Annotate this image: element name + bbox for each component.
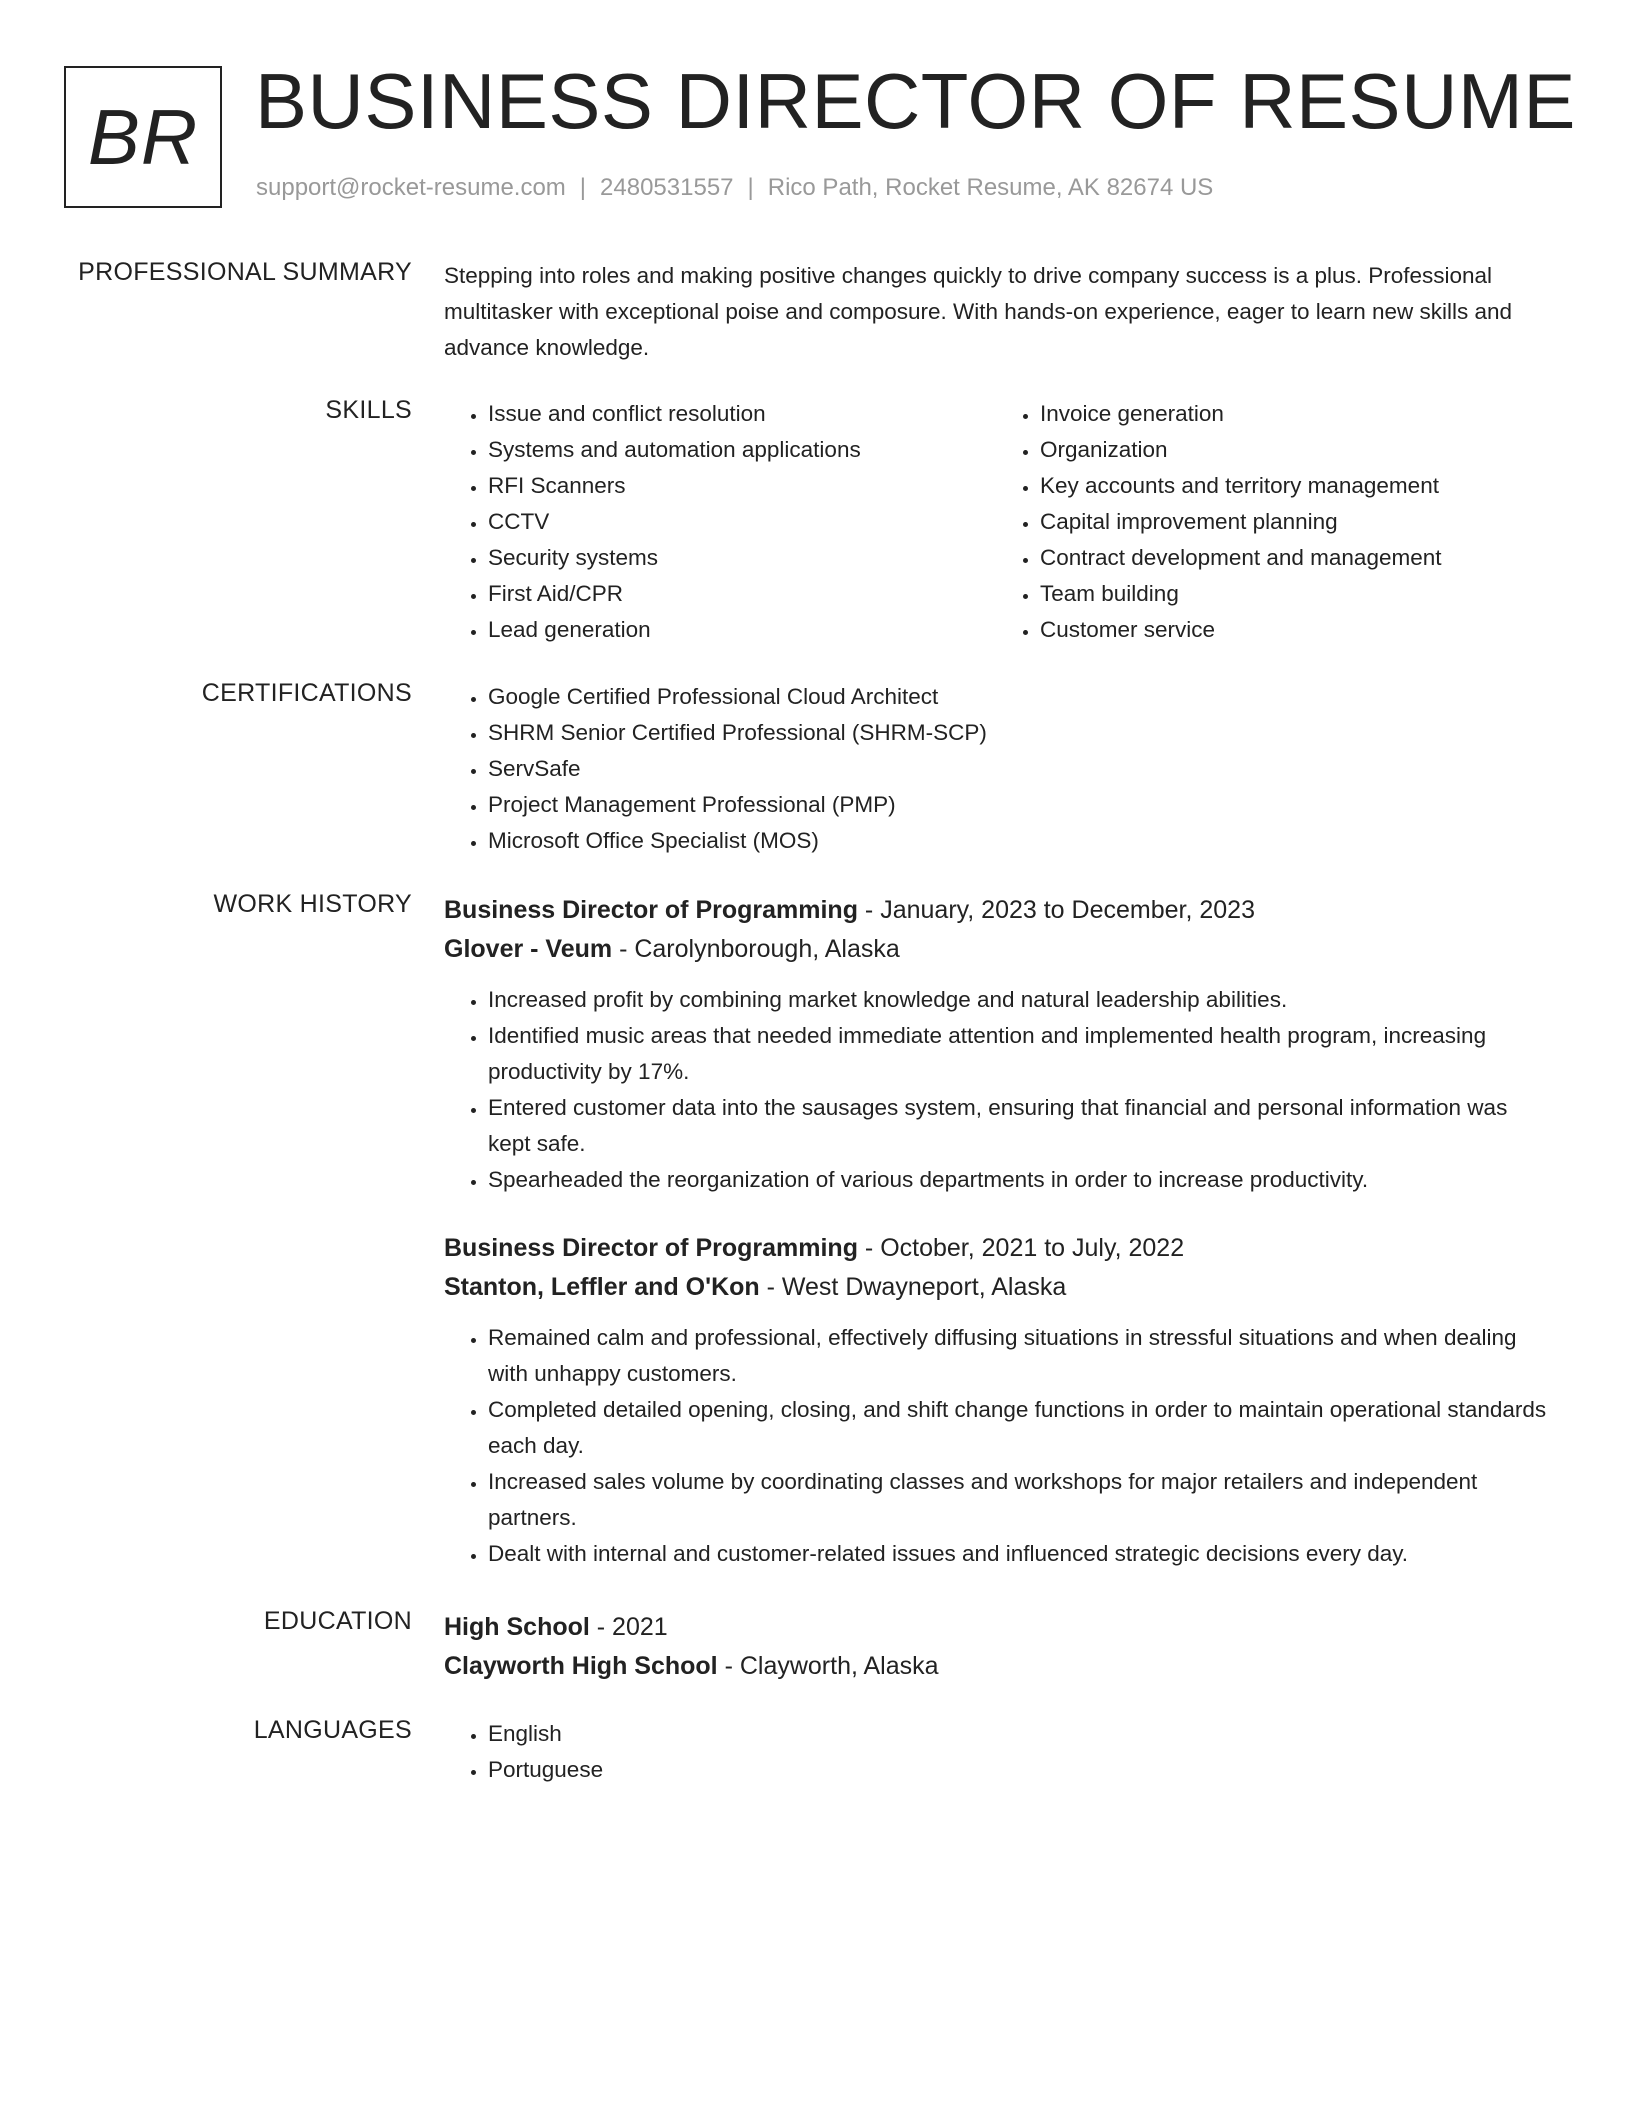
contact-phone: 2480531557 xyxy=(600,174,734,201)
monogram-box xyxy=(64,66,222,208)
languages-list xyxy=(444,1716,1548,1788)
job-company-line xyxy=(444,1268,1548,1306)
summary-body xyxy=(444,258,1548,366)
contact-separator: | xyxy=(747,174,754,201)
skill-item: • CCTV xyxy=(488,504,996,540)
education-degree: High School xyxy=(444,1613,590,1641)
job-entry xyxy=(444,1228,1548,1572)
skills-column-2 xyxy=(996,396,1548,648)
resume-name: BUSINESS DIRECTOR OF RESUME xyxy=(255,57,1576,145)
skills-column-1 xyxy=(444,396,996,648)
job-bullet: • Spearheaded the reorganization of various departments in order to increase productivity. xyxy=(488,1162,1548,1198)
skill-item: • Systems and automation applications xyxy=(488,432,996,468)
job-bullet: • Completed detailed opening, closing, and shift change functions in order to maintain operational standards each day. xyxy=(488,1392,1548,1464)
skill-item: • Team building xyxy=(1040,576,1548,612)
certifications-list xyxy=(444,679,1548,859)
contact-email: support@rocket-resume.com xyxy=(256,174,566,201)
education-school-line xyxy=(444,1647,1548,1685)
skill-item: • Invoice generation xyxy=(1040,396,1548,432)
job-bullet: • Entered customer data into the sausages system, ensuring that financial and personal information was kept safe. xyxy=(488,1090,1548,1162)
certification-item: • Microsoft Office Specialist (MOS) xyxy=(488,823,1548,859)
work-history-label: WORK HISTORY xyxy=(213,890,412,918)
languages-label: LANGUAGES xyxy=(253,1716,412,1744)
work-history-body xyxy=(444,890,1548,1572)
job-location: - Carolynborough, Alaska xyxy=(612,935,900,963)
job-bullet: • Increased sales volume by coordinating classes and workshops for major retailers and independent partners. xyxy=(488,1464,1548,1536)
certification-item: • ServSafe xyxy=(488,751,1548,787)
monogram-initials: BR xyxy=(87,92,199,181)
contact-address: Rico Path, Rocket Resume, AK 82674 US xyxy=(767,174,1214,201)
education-body xyxy=(444,1607,1548,1685)
language-item: • Portuguese xyxy=(488,1752,1548,1788)
job-company: Stanton, Leffler and O'Kon xyxy=(444,1273,760,1301)
job-title-line xyxy=(444,1228,1548,1268)
summary-label: PROFESSIONAL SUMMARY xyxy=(78,258,412,286)
skill-item: • Capital improvement planning xyxy=(1040,504,1548,540)
skill-item: • Issue and conflict resolution xyxy=(488,396,996,432)
education-degree-line xyxy=(444,1607,1548,1647)
job-bullets xyxy=(444,982,1548,1198)
job-bullets xyxy=(444,1320,1548,1572)
skills-label: SKILLS xyxy=(325,396,412,424)
job-title-line xyxy=(444,890,1548,930)
skill-item: • Organization xyxy=(1040,432,1548,468)
certification-item: • Google Certified Professional Cloud Architect xyxy=(488,679,1548,715)
skills-body xyxy=(444,396,1548,648)
skill-item: • Contract development and management xyxy=(1040,540,1548,576)
skill-item: • Lead generation xyxy=(488,612,996,648)
job-bullet: • Increased profit by combining market knowledge and natural leadership abilities. xyxy=(488,982,1548,1018)
language-item: • English xyxy=(488,1716,1548,1752)
certification-item: • Project Management Professional (PMP) xyxy=(488,787,1548,823)
job-bullet: • Remained calm and professional, effectively diffusing situations in stressful situations and when dealing with unhappy customers. xyxy=(488,1320,1548,1392)
skill-item: • First Aid/CPR xyxy=(488,576,996,612)
job-title: Business Director of Programming xyxy=(444,896,858,924)
education-year: - 2021 xyxy=(589,1613,668,1641)
summary-text: Stepping into roles and making positive changes quickly to drive company success is a plus. Professional multitasker with exceptional poise and composure. With hands-on experience, eager to learn new skills and advance knowledge. xyxy=(444,263,1513,360)
job-location: - West Dwayneport, Alaska xyxy=(759,1273,1067,1301)
job-company-line xyxy=(444,930,1548,968)
education-label: EDUCATION xyxy=(263,1607,412,1635)
job-bullet: • Identified music areas that needed immediate attention and implemented health program, increasing productivity by 17%. xyxy=(488,1018,1548,1090)
certification-item: • SHRM Senior Certified Professional (SHRM-SCP) xyxy=(488,715,1548,751)
certifications-label: CERTIFICATIONS xyxy=(201,679,412,707)
education-school: Clayworth High School xyxy=(444,1652,718,1680)
contact-line xyxy=(256,174,1213,202)
job-title: Business Director of Programming xyxy=(444,1234,858,1262)
education-location: - Clayworth, Alaska xyxy=(717,1652,939,1680)
job-dates: - October, 2021 to July, 2022 xyxy=(857,1234,1185,1262)
languages-body xyxy=(444,1716,1548,1788)
certifications-body xyxy=(444,679,1548,859)
skill-item: • Customer service xyxy=(1040,612,1548,648)
contact-separator: | xyxy=(579,174,587,201)
job-bullet: • Dealt with internal and customer-related issues and influenced strategic decisions every day. xyxy=(488,1536,1548,1572)
job-dates: - January, 2023 to December, 2023 xyxy=(857,896,1255,924)
job-company: Glover - Veum xyxy=(444,935,613,963)
skill-item: • Security systems xyxy=(488,540,996,576)
skill-item: • Key accounts and territory management xyxy=(1040,468,1548,504)
skill-item: • RFI Scanners xyxy=(488,468,996,504)
job-entry xyxy=(444,890,1548,1198)
